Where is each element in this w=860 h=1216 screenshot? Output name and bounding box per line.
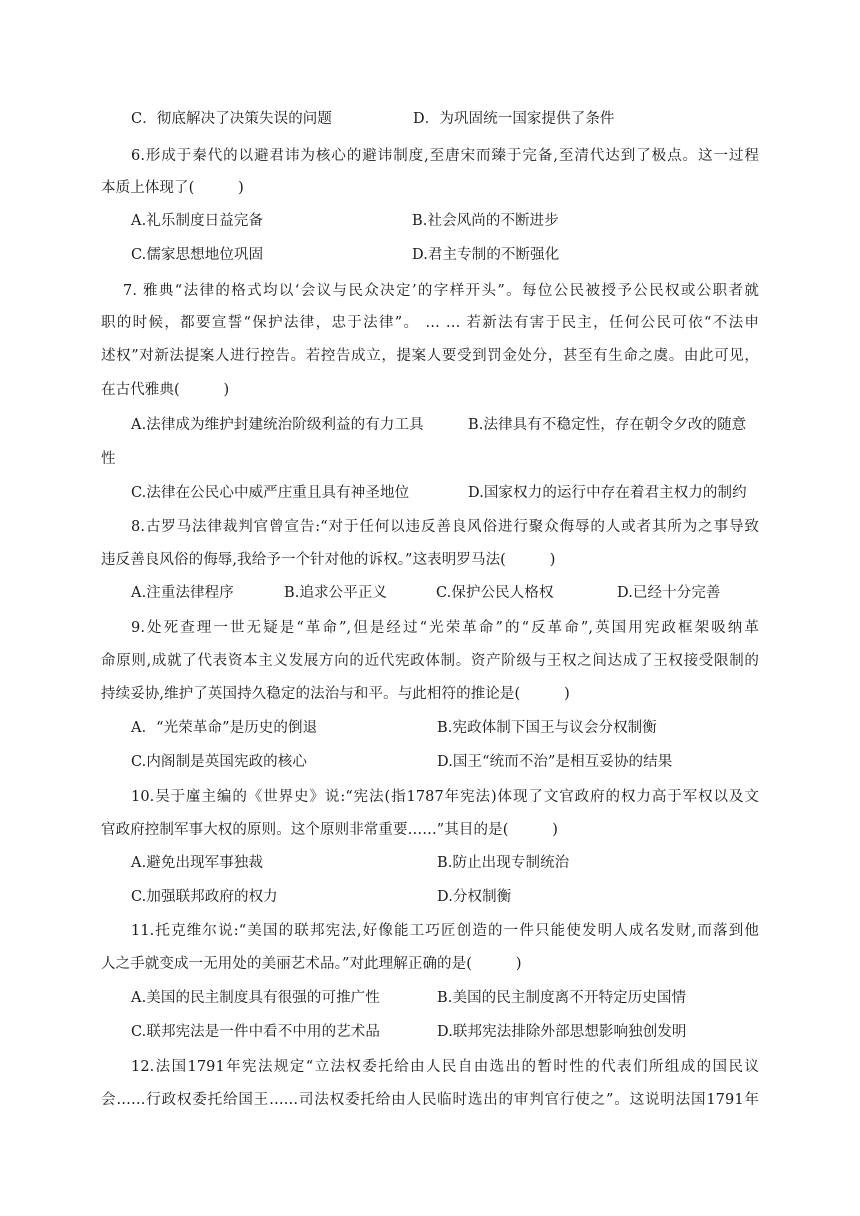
q11-stem-line2: 人之手就变成一无用处的美丽艺术品。”对此理解正确的是( ) <box>101 956 522 972</box>
q8-option-b: B.追求公平正义 <box>284 585 388 601</box>
q6-option-c: C.儒家思想地位巩固 <box>131 247 264 263</box>
q8-option-a: A.注重法律程序 <box>131 585 234 601</box>
q10-option-d: D.分权制衡 <box>437 889 512 905</box>
q8-stem-line1: 8.古罗马法律裁判官曾宣告:“对于任何以违反善良风俗进行聚众侮辱的人或者其所为之事导致 <box>131 519 759 535</box>
option-c-prev: C．彻底解决了决策失误的问题 <box>131 111 332 127</box>
q11-option-a: A.美国的民主制度具有很强的可推广性 <box>131 990 380 1006</box>
q9-option-d: D.国王“统而不治”是相互妥协的结果 <box>437 754 673 770</box>
q11-stem-line1: 11.托克维尔说:“美国的联邦宪法,好像能工巧匠创造的一件只能使发明人成名发财,而落到他 <box>131 923 759 939</box>
q6-option-a: A.礼乐制度日益完备 <box>131 213 264 229</box>
q7-option-b-cont: 性 <box>101 451 116 467</box>
q11-option-c: C.联邦宪法是一件中看不中用的艺术品 <box>131 1024 380 1040</box>
q8-option-d: D.已经十分完善 <box>617 585 721 601</box>
q11-option-b: B.美国的民主制度离不开特定历史国情 <box>437 990 687 1006</box>
q9-stem-line1: 9.处死查理一世无疑是“革命”,但是经过“光荣革命”的“反革命”,英国用宪政框架吸纳革 <box>131 620 759 636</box>
q7-stem-line1: 7. 雅典“法律的格式均以‘会议与民众决定’的字样开头”。每位公民被授予公民权或公职者就 <box>123 283 759 299</box>
q9-stem-line3: 持续妥协,维护了英国持久稳定的法治与和平。与此相符的推论是( ) <box>101 686 570 702</box>
q7-option-c: C.法律在公民心中威严庄重且具有神圣地位 <box>131 485 410 501</box>
q10-stem-line2: 官政府控制军事大权的原则。这个原则非常重要……”其目的是( ) <box>101 822 559 838</box>
q6-stem-line2: 本质上体现了( ) <box>101 180 244 196</box>
q11-option-d: D.联邦宪法排除外部思想影响独创发明 <box>437 1024 687 1040</box>
q6-option-b: B.社会风尚的不断进步 <box>412 213 559 229</box>
q9-option-b: B.宪政体制下国王与议会分权制衡 <box>437 720 657 736</box>
q7-option-d: D.国家权力的运行中存在着君主权力的制约 <box>468 485 747 501</box>
q7-stem-line4: 在古代雅典( ) <box>101 382 230 398</box>
q10-option-a: A.避免出现军事独裁 <box>131 855 264 871</box>
q10-option-b: B.防止出现专制统治 <box>437 855 570 871</box>
q10-option-c: C.加强联邦政府的权力 <box>131 889 278 905</box>
q9-option-a: A．“光荣革命”是历史的倒退 <box>131 720 318 736</box>
q12-stem-line2: 会……行政权委托给国王……司法权委托给由人民临时选出的审判官行使之”。这说明法国1791年 <box>101 1092 759 1108</box>
q12-stem-line1: 12.法国1791年宪法规定“立法权委托给由人民自由选出的暂时性的代表们所组成的国民议 <box>131 1059 759 1075</box>
q6-option-d: D.君主专制的不断强化 <box>412 247 560 263</box>
q9-stem-line2: 命原则,成就了代表资本主义发展方向的近代宪政体制。资产阶级与王权之间达成了王权接受限制的 <box>101 653 759 669</box>
q8-stem-line2: 违反善良风俗的侮辱,我给予一个针对他的诉权。”这表明罗马法( ) <box>101 552 556 568</box>
q7-option-b: B.法律具有不稳定性，存在朝令夕改的随意 <box>468 417 747 433</box>
q8-option-c: C.保护公民人格权 <box>436 585 554 601</box>
q10-stem-line1: 10.吴于廑主编的《世界史》说:“宪法(指1787年宪法)体现了文官政府的权力高于军权以及文 <box>131 789 759 805</box>
q7-option-a: A.法律成为维护封建统治阶级利益的有力工具 <box>131 417 424 433</box>
q7-stem-line3: 述权”对新法提案人进行控告。若控告成立，提案人要受到罚金处分，甚至有生命之虞。由此可见， <box>101 348 759 364</box>
q6-stem-line1: 6.形成于秦代的以避君讳为核心的避讳制度,至唐宋而臻于完备,至清代达到了极点。这一过程 <box>131 148 759 164</box>
option-d-prev: D．为巩固统一国家提供了条件 <box>413 111 615 127</box>
q7-stem-line2: 职的时候，都要宣誓“保护法律，忠于法律”。 … … 若新法有害于民主，任何公民可依“不法申 <box>101 315 759 331</box>
q9-option-c: C.内阁制是英国宪政的核心 <box>131 754 307 770</box>
